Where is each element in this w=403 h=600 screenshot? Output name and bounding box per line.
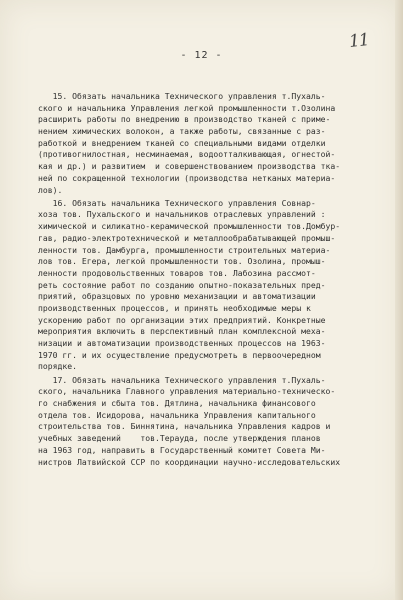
text-line: на 1963 год, направить в Государственный комитет Совета Ми- xyxy=(38,444,326,455)
text-line: ского и начальника Управления легкой промышленности т.Озолина xyxy=(38,102,336,113)
page-edge xyxy=(395,0,403,600)
paragraph-2 xyxy=(38,198,378,373)
text-line: низации и автоматизации производственных процессов на 1963- xyxy=(38,338,326,349)
text-line: учебных заведений тов.Терауда, после утверждения планов xyxy=(38,433,321,444)
text-line: нением химических волокон, а также работы, связанные с раз- xyxy=(38,126,326,137)
document-body xyxy=(38,91,378,470)
text-line: 16. Обязать начальника Технического управления Совнар- xyxy=(38,197,316,208)
text-line: приятий, образцовых по уровню механизации и автоматизации xyxy=(38,291,316,302)
text-line: строительства тов. Биннятина, начальника Управления кадров и xyxy=(38,421,331,432)
text-line: лов). xyxy=(38,184,63,195)
paragraph-3 xyxy=(38,375,378,469)
text-line: 1970 гг. и их осуществление предусмотреть в первоочередном xyxy=(38,349,321,360)
text-line: ускорению работ по организации этих предприятий. Конкретные xyxy=(38,314,326,325)
text-line: лов тов. Егера, легкой промышленности тов. Озолина, промыш- xyxy=(38,256,326,267)
text-line: хоза тов. Пухальского и начальников отраслевых управлений : xyxy=(38,209,326,220)
text-line: ского, начальника Главного управления материально-техническо- xyxy=(38,386,336,397)
paragraph-1 xyxy=(38,91,378,196)
text-line: работкой и внедрением тканей со специальными видами отделки xyxy=(38,137,326,148)
text-line: мероприятия включить в перспективный план комплексной меха- xyxy=(38,326,326,337)
text-line: порядке. xyxy=(38,361,77,372)
text-line: ленности продовольственных товаров тов. Лабозина рассмот- xyxy=(38,267,316,278)
text-line: (противогнилостная, несминаемая, водоотталкивающая, огнестой- xyxy=(38,149,336,160)
text-line: 15. Обязать начальника Технического управления т.Пухаль- xyxy=(38,91,326,101)
handwritten-page-mark: 11 xyxy=(348,30,370,52)
text-line: реть состояние работ по созданию опытно-показательных пред- xyxy=(38,279,326,290)
text-line: го снабжения и сбыта тов. Дятлина, начальника финансового xyxy=(38,398,316,409)
text-line: нистров Латвийской ССР по координации научно-исследовательских xyxy=(38,456,341,467)
text-line: расширить работы по внедрению в производство тканей с приме- xyxy=(38,114,331,125)
text-line: гав, радио-электротехнической и металлообрабатывающей промыш- xyxy=(38,232,336,243)
text-line: ней по сокращенной технологии (производства нетканых материа- xyxy=(38,172,336,183)
text-line: производственных процессов, и принять необходимые меры к xyxy=(38,302,311,313)
text-line: кая и др.) и развитием и совершенствованием производства тка- xyxy=(38,161,341,172)
text-line: химической и силикатно-керамической промышленности тов.Домбур- xyxy=(38,221,341,232)
page-number: - 12 - xyxy=(180,50,223,61)
text-line: ленности тов. Дамбурга, промышленности строительных материа- xyxy=(38,244,331,255)
text-line: отдела тов. Исидорова, начальника Управления капитального xyxy=(38,409,316,420)
text-line: 17. Обязать начальника Технического управления т.Пухаль- xyxy=(38,374,326,385)
